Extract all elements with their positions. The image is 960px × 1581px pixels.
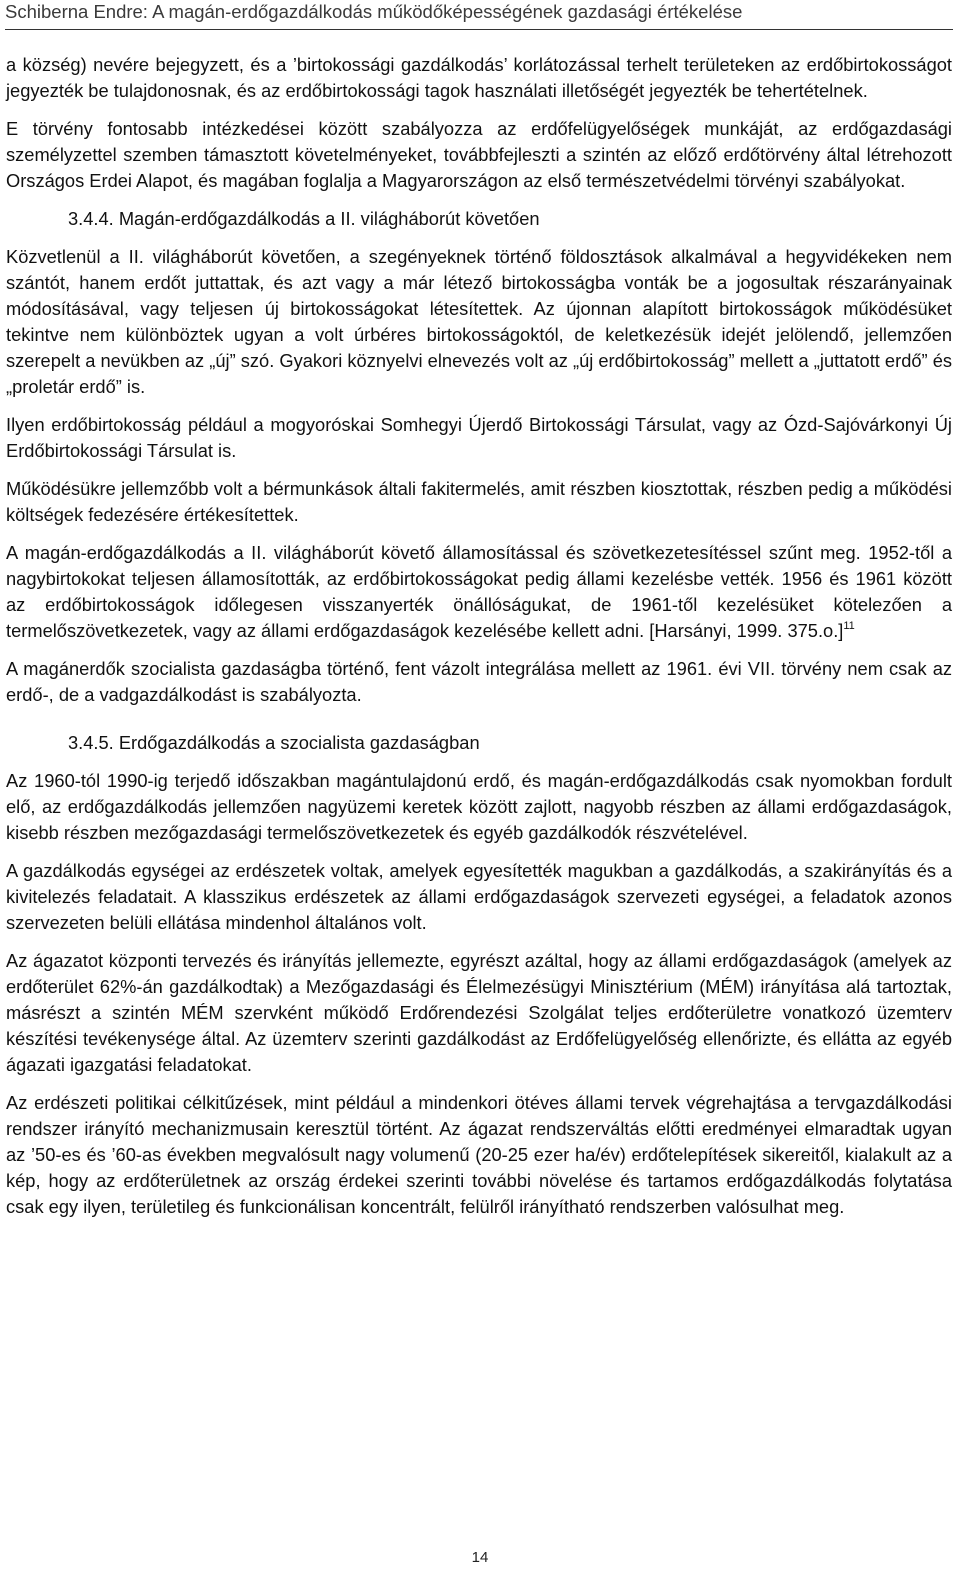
paragraph-9: A gazdálkodás egységei az erdészetek voltak, amelyek egyesítették magukban a gazdálkodás, a szakirányítás és a kivitelezés feladatait. A klasszikus erdészetek az állami erdőgazdaságok szervezeti egységei, a feladatok azonos szervezeten belüli ellátása mindenhol általános volt. bbox=[6, 860, 952, 933]
paragraph-4: Ilyen erdőbirtokosság például a mogyoróskai Somhegyi Újerdő Birtokossági Társulat, vagy az Ózd-Sajóvárkonyi Új Erdőbirtokossági Társulat is. bbox=[6, 414, 952, 461]
page-number: 14 bbox=[471, 1549, 489, 1566]
running-header-title: Schiberna Endre: A magán-erdőgazdálkodás működőképességének gazdasági értékelése bbox=[5, 1, 743, 22]
paragraph-8: Az 1960-tól 1990-ig terjedő időszakban magántulajdonú erdő, és magán-erdőgazdálkodás csak nyomokban fordult elő, az erdőgazdálkodás jellemzően nagyüzemi keretek között zajlott, nagyobb részben az állami erdőgazdaságok, kisebb részben mezőgazdasági termelőszövetkezetek és egyéb gazdálkodók részvételével. bbox=[6, 770, 952, 843]
paragraph-7: A magánerdők szocialista gazdaságba történő, fent vázolt integrálása mellett az 1961. évi VII. törvény nem csak az erdő-, de a vadgazdálkodást is szabályozta. bbox=[6, 658, 952, 705]
header-divider bbox=[5, 29, 953, 30]
section-heading-3-4-5: 3.4.5. Erdőgazdálkodás a szocialista gazdaságban bbox=[68, 732, 480, 753]
paragraph-10: Az ágazatot központi tervezés és irányítás jellemezte, egyrészt azáltal, hogy az állami erdőgazdaságok (amelyek az erdőterület 62%-án gazdálkodtak) a Mezőgazdasági és Élelmezésügyi Minisztérium (MÉM) irányítása alá tartoztak, másrészt a szintén MÉM szervként működő Erdőrendezési Szolgálat teljes erdőterületre vonatkozó üzemterv készítési tevékenysége által. Az üzemterv szerinti gazdálkodást az Erdőfelügyelőség ellenőrizte, és ellátta az egyéb ágazati igazgatási feladatokat. bbox=[6, 950, 952, 1075]
paragraph-11: Az erdészeti politikai célkitűzések, mint például a mindenkori ötéves állami tervek végrehajtása a tervgazdálkodási rendszer irányító mechanizmusain keresztül történt. Az ágazat rendszerváltás előtti eredményei elmaradtak ugyan az ’50-es és ’60-as években megvalósult nagy volumenű (20-25 ezer ha/év) erdőtelepítések sikereitől, kialakult az a kép, hogy az erdőterületnek az ország érdekei szerinti további növelése és tartamos erdőgazdálkodás folytatása csak egy ilyen, területileg és funkcionálisan koncentrált, felülről irányítható rendszerben valósulhat meg. bbox=[6, 1092, 952, 1217]
page-body bbox=[6, 52, 952, 1232]
paragraph-3: Közvetlenül a II. világháborút követően, a szegényeknek történő földosztások alkalmával a hegyvidékeken nem szántót, hanem erdőt juttattak, és azt vagy a már létező birtokosságba vonták be a jogosultak részarányainak módosításával, vagy teljesen új birtokosságokat létesítettek. Az újonnan alapított birtokosságok működésüket tekintve nem különböztek ugyan a volt úrbéres birtokosságoktól, de keletkezésük idejét jelölendő, jellemzően szerepelt a nevükben az „új” szó. Gyakori köznyelvi elnevezés volt az „új erdőbirtokosság” mellett a „juttatott erdő” és „proletár erdő” is. bbox=[6, 246, 952, 397]
paragraph-5: Működésükre jellemzőbb volt a bérmunkások általi fakitermelés, amit részben kiosztottak, részben pedig a működési költségek fedezésére értékesítettek. bbox=[6, 478, 952, 525]
paragraph-6 bbox=[6, 540, 952, 644]
paragraph-6-text: A magán-erdőgazdálkodás a II. világháborút követő államosítással és szövetkezetesítéssel szűnt meg. 1952-től a nagybirtokokat teljesen államosították, az erdőbirtokosságokat pedig állami kezelésbe vették. 1956 és 1961 között az erdőbirtokosságok időlegesen visszanyerték önállóságukat, de 1961-től kezelésüket kötelezően a termelőszövetkezetek, vagy az állami erdőgazdaságok kezelésébe kellett adni. [Harsányi, 1999. 375.o.] bbox=[6, 542, 952, 641]
section-heading-3-4-4: 3.4.4. Magán-erdőgazdálkodás a II. világháborút követően bbox=[68, 208, 540, 229]
paragraph-2: E törvény fontosabb intézkedései között szabályozza az erdőfelügyelőségek munkáját, az erdőgazdasági személyzettel szemben támasztott követelményeket, továbbfejleszti a szintén az előző erdőtörvény által létrehozott Országos Erdei Alapot, és magában foglalja a Magyarországon az első természetvédelmi törvényi szabályokat. bbox=[6, 118, 952, 191]
footnote-marker[interactable]: 11 bbox=[843, 620, 855, 632]
paragraph-1: a község) nevére bejegyzett, és a ’birtokossági gazdálkodás’ korlátozással terhelt területeken az erdőbirtokosságot jegyezték be tulajdonosnak, és az erdőbirtokossági tagok használati illetőségét jegyezték be tehertételnek. bbox=[6, 54, 952, 101]
